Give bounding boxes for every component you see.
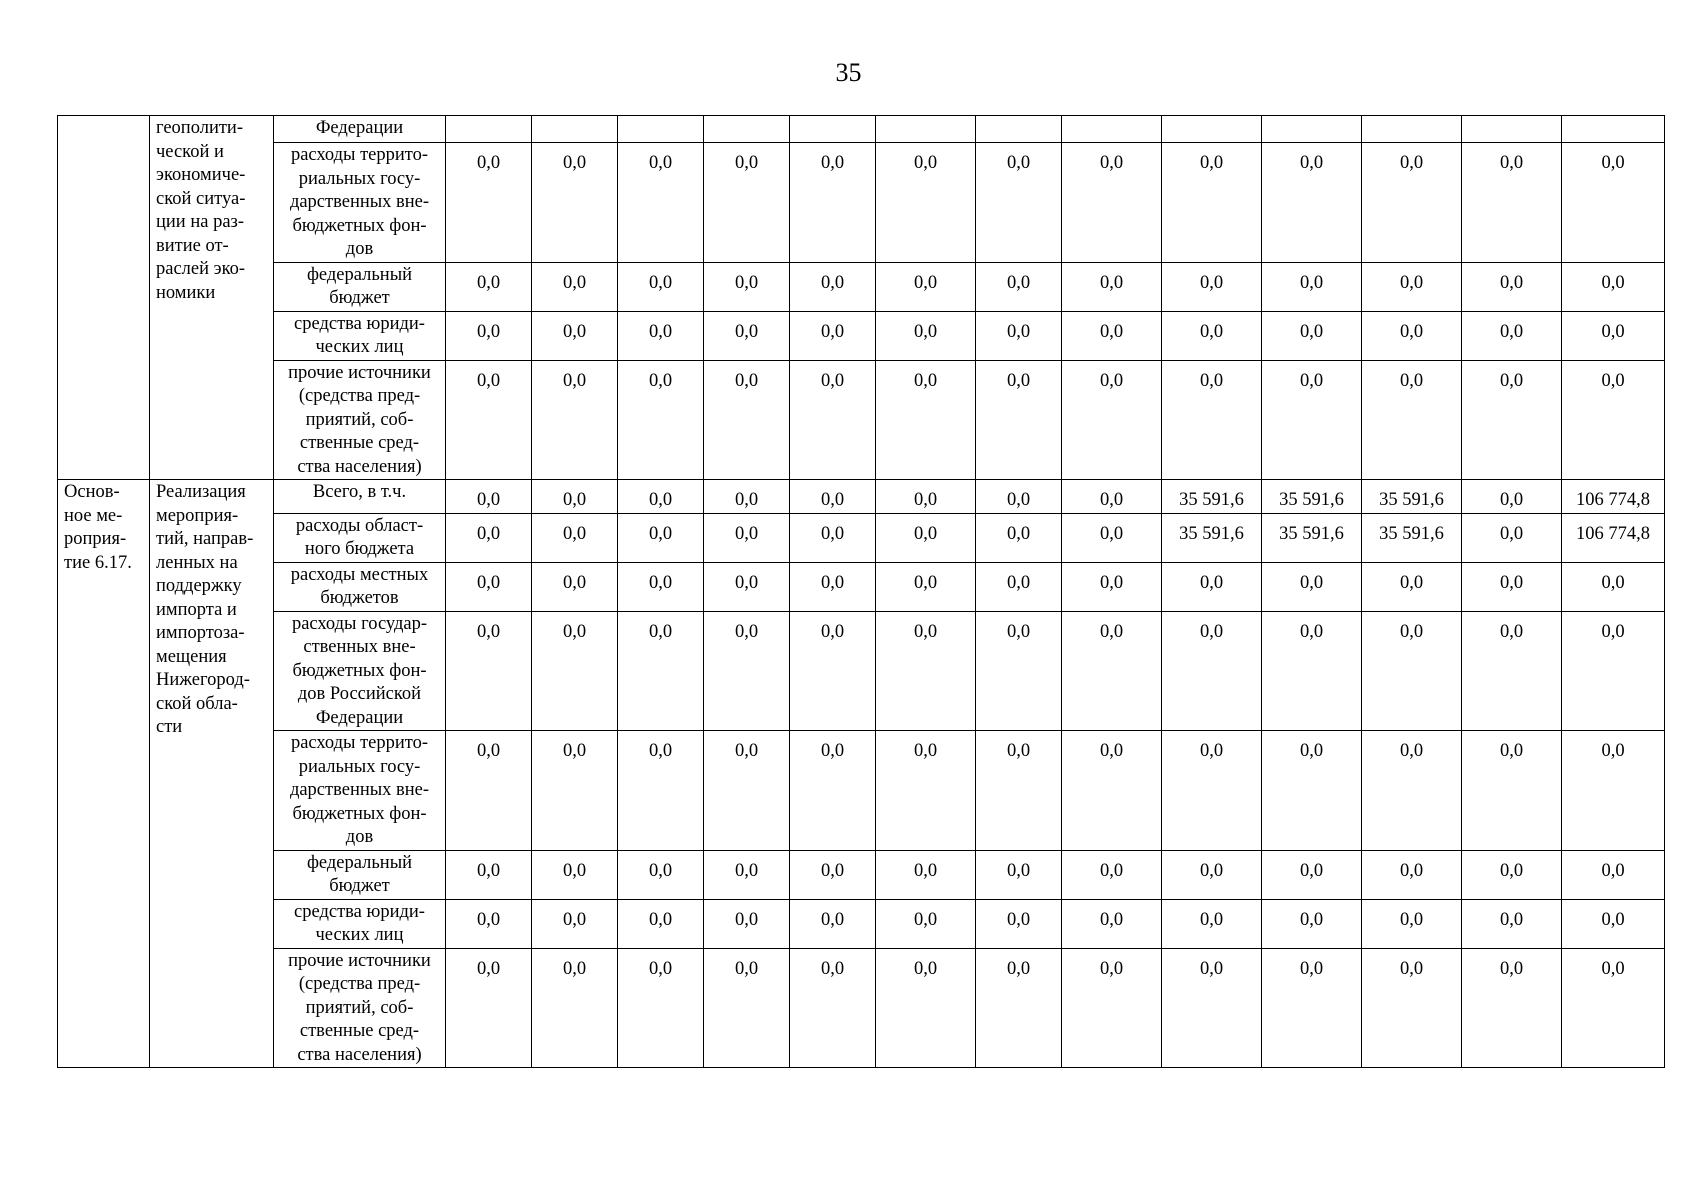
amount-cell: 0,0: [790, 513, 876, 562]
amount-cell: 0,0: [1262, 731, 1362, 851]
amount-cell: 0,0: [976, 480, 1062, 514]
amount-cell: 0,0: [1062, 611, 1162, 731]
amount-cell: 0,0: [1262, 948, 1362, 1068]
amount-cell: 0,0: [1562, 562, 1665, 611]
amount-cell: 0,0: [1262, 262, 1362, 311]
amount-cell: 0,0: [618, 262, 704, 311]
amount-cell: 0,0: [618, 562, 704, 611]
amount-cell: 0,0: [532, 899, 618, 948]
amount-cell: 0,0: [1462, 513, 1562, 562]
amount-cell: 0,0: [618, 360, 704, 480]
amount-cell: 0,0: [1562, 948, 1665, 1068]
amount-cell: 0,0: [1262, 899, 1362, 948]
amount-cell: 0,0: [1262, 850, 1362, 899]
amount-cell: 0,0: [1462, 948, 1562, 1068]
amount-cell: 0,0: [1062, 143, 1162, 263]
amount-cell: 0,0: [1562, 311, 1665, 360]
amount-cell: 0,0: [704, 850, 790, 899]
amount-cell: 0,0: [532, 143, 618, 263]
funding-source-cell: прочие источники (средства пред- приятий, соб- ственные сред- ства населения): [274, 360, 446, 480]
amount-cell: 0,0: [876, 731, 976, 851]
funding-source-cell: расходы област- ного бюджета: [274, 513, 446, 562]
amount-cell: 0,0: [876, 513, 976, 562]
amount-cell: 0,0: [532, 311, 618, 360]
funding-source-cell: Всего, в т.ч.: [274, 480, 446, 514]
funding-source-cell: расходы террито- риальных госу- дарственных вне- бюджетных фон- дов: [274, 731, 446, 851]
funding-source-cell: Федерации: [274, 116, 446, 143]
amount-cell: 0,0: [446, 262, 532, 311]
amount-cell: 0,0: [1362, 262, 1462, 311]
amount-cell: 0,0: [976, 360, 1062, 480]
amount-cell: [1562, 116, 1665, 143]
amount-cell: 0,0: [876, 480, 976, 514]
amount-cell: 0,0: [876, 899, 976, 948]
amount-cell: [976, 116, 1062, 143]
amount-cell: 0,0: [704, 143, 790, 263]
amount-cell: 0,0: [976, 850, 1062, 899]
amount-cell: 0,0: [446, 731, 532, 851]
amount-cell: 0,0: [1162, 948, 1262, 1068]
amount-cell: 0,0: [976, 611, 1062, 731]
amount-cell: [446, 116, 532, 143]
amount-cell: 0,0: [704, 948, 790, 1068]
amount-cell: 0,0: [704, 480, 790, 514]
amount-cell: 0,0: [1562, 143, 1665, 263]
table-row: [58, 731, 1665, 851]
amount-cell: 0,0: [790, 731, 876, 851]
table-row: [58, 899, 1665, 948]
amount-cell: 0,0: [1262, 311, 1362, 360]
amount-cell: 0,0: [1462, 899, 1562, 948]
funding-source-cell: расходы местных бюджетов: [274, 562, 446, 611]
amount-cell: 0,0: [704, 311, 790, 360]
amount-cell: 0,0: [1062, 850, 1162, 899]
amount-cell: 0,0: [1362, 948, 1462, 1068]
amount-cell: 0,0: [790, 480, 876, 514]
amount-cell: 0,0: [532, 360, 618, 480]
amount-cell: 0,0: [618, 480, 704, 514]
amount-cell: 0,0: [1462, 311, 1562, 360]
amount-cell: 0,0: [1162, 850, 1262, 899]
amount-cell: 0,0: [1062, 731, 1162, 851]
amount-cell: 0,0: [1162, 262, 1262, 311]
amount-cell: 0,0: [1062, 311, 1162, 360]
amount-cell: 0,0: [1562, 899, 1665, 948]
amount-cell: 0,0: [976, 262, 1062, 311]
amount-cell: 0,0: [1162, 143, 1262, 263]
amount-cell: 0,0: [976, 311, 1062, 360]
amount-cell: 0,0: [876, 143, 976, 263]
amount-cell: 106 774,8: [1562, 480, 1665, 514]
amount-cell: 0,0: [618, 143, 704, 263]
amount-cell: 0,0: [618, 311, 704, 360]
amount-cell: 0,0: [532, 611, 618, 731]
activity-code-cell: Основ- ное ме- роприя- тие 6.17.: [58, 480, 150, 1068]
amount-cell: 0,0: [876, 311, 976, 360]
table-row: [58, 948, 1665, 1068]
amount-cell: 0,0: [704, 731, 790, 851]
amount-cell: 0,0: [976, 513, 1062, 562]
amount-cell: 0,0: [790, 948, 876, 1068]
table-row: [58, 262, 1665, 311]
funding-source-cell: средства юриди- ческих лиц: [274, 899, 446, 948]
amount-cell: 0,0: [1062, 360, 1162, 480]
amount-cell: 0,0: [704, 611, 790, 731]
amount-cell: 0,0: [1262, 562, 1362, 611]
amount-cell: 0,0: [532, 480, 618, 514]
amount-cell: 0,0: [1162, 311, 1262, 360]
table-row: [58, 311, 1665, 360]
amount-cell: 35 591,6: [1262, 513, 1362, 562]
amount-cell: 0,0: [1562, 611, 1665, 731]
amount-cell: 0,0: [1462, 731, 1562, 851]
amount-cell: 0,0: [976, 562, 1062, 611]
amount-cell: 35 591,6: [1162, 480, 1262, 514]
amount-cell: [704, 116, 790, 143]
amount-cell: 0,0: [1462, 480, 1562, 514]
amount-cell: 0,0: [790, 899, 876, 948]
amount-cell: 0,0: [1062, 262, 1162, 311]
amount-cell: [1162, 116, 1262, 143]
amount-cell: 0,0: [446, 562, 532, 611]
amount-cell: 0,0: [1462, 850, 1562, 899]
amount-cell: 0,0: [704, 899, 790, 948]
amount-cell: [1362, 116, 1462, 143]
amount-cell: 0,0: [1262, 143, 1362, 263]
amount-cell: 0,0: [1562, 360, 1665, 480]
amount-cell: 0,0: [704, 360, 790, 480]
amount-cell: 0,0: [790, 360, 876, 480]
amount-cell: 0,0: [1362, 731, 1462, 851]
amount-cell: 0,0: [1062, 899, 1162, 948]
amount-cell: 0,0: [446, 311, 532, 360]
amount-cell: 0,0: [976, 948, 1062, 1068]
table-row: [58, 611, 1665, 731]
table-row: [58, 562, 1665, 611]
activity-name-cell: геополити- ческой и экономиче- ской ситуа- ции на раз- витие от- раслей эко- номики: [150, 116, 274, 480]
amount-cell: 0,0: [618, 731, 704, 851]
amount-cell: 0,0: [1462, 262, 1562, 311]
amount-cell: 0,0: [618, 513, 704, 562]
amount-cell: 0,0: [446, 143, 532, 263]
amount-cell: 0,0: [1462, 143, 1562, 263]
activity-code-cell: [58, 116, 150, 480]
amount-cell: 0,0: [976, 731, 1062, 851]
funding-source-cell: федеральный бюджет: [274, 850, 446, 899]
amount-cell: 0,0: [1062, 562, 1162, 611]
amount-cell: 0,0: [1362, 850, 1462, 899]
amount-cell: 0,0: [1062, 480, 1162, 514]
amount-cell: 0,0: [790, 262, 876, 311]
amount-cell: 0,0: [532, 850, 618, 899]
amount-cell: 0,0: [1562, 850, 1665, 899]
amount-cell: 0,0: [1562, 731, 1665, 851]
amount-cell: 0,0: [1362, 611, 1462, 731]
amount-cell: 0,0: [618, 850, 704, 899]
amount-cell: 0,0: [1362, 143, 1462, 263]
amount-cell: 0,0: [790, 562, 876, 611]
amount-cell: 0,0: [876, 850, 976, 899]
table-row: [58, 480, 1665, 514]
amount-cell: 0,0: [876, 262, 976, 311]
amount-cell: 0,0: [1462, 611, 1562, 731]
amount-cell: 0,0: [446, 948, 532, 1068]
amount-cell: 35 591,6: [1362, 513, 1462, 562]
amount-cell: 0,0: [532, 513, 618, 562]
amount-cell: 0,0: [790, 311, 876, 360]
amount-cell: 0,0: [1462, 562, 1562, 611]
amount-cell: 0,0: [876, 948, 976, 1068]
amount-cell: 0,0: [1062, 948, 1162, 1068]
amount-cell: 0,0: [1262, 360, 1362, 480]
amount-cell: 0,0: [446, 850, 532, 899]
amount-cell: 0,0: [618, 899, 704, 948]
amount-cell: 106 774,8: [1562, 513, 1665, 562]
amount-cell: [1062, 116, 1162, 143]
amount-cell: 0,0: [976, 899, 1062, 948]
amount-cell: 0,0: [790, 850, 876, 899]
amount-cell: 0,0: [1362, 899, 1462, 948]
funding-source-cell: расходы государ- ственных вне- бюджетных фон- дов Российской Федерации: [274, 611, 446, 731]
amount-cell: 0,0: [446, 513, 532, 562]
amount-cell: 0,0: [446, 899, 532, 948]
amount-cell: 0,0: [976, 143, 1062, 263]
table-row: [58, 143, 1665, 263]
amount-cell: 0,0: [876, 360, 976, 480]
amount-cell: 0,0: [1462, 360, 1562, 480]
amount-cell: 0,0: [446, 611, 532, 731]
amount-cell: 0,0: [532, 262, 618, 311]
amount-cell: 0,0: [1162, 360, 1262, 480]
amount-cell: 0,0: [532, 731, 618, 851]
amount-cell: 0,0: [1162, 611, 1262, 731]
amount-cell: 0,0: [704, 262, 790, 311]
amount-cell: 0,0: [1162, 899, 1262, 948]
amount-cell: 0,0: [1162, 562, 1262, 611]
amount-cell: 0,0: [446, 360, 532, 480]
funding-source-cell: федеральный бюджет: [274, 262, 446, 311]
amount-cell: 0,0: [1362, 360, 1462, 480]
amount-cell: [790, 116, 876, 143]
funding-source-cell: расходы террито- риальных госу- дарственных вне- бюджетных фон- дов: [274, 143, 446, 263]
amount-cell: 0,0: [532, 562, 618, 611]
amount-cell: 0,0: [618, 948, 704, 1068]
amount-cell: [1462, 116, 1562, 143]
amount-cell: 0,0: [790, 143, 876, 263]
amount-cell: 0,0: [704, 562, 790, 611]
amount-cell: 35 591,6: [1262, 480, 1362, 514]
budget-table: [57, 115, 1665, 1068]
page-number: 35: [835, 58, 862, 87]
amount-cell: [532, 116, 618, 143]
amount-cell: 0,0: [532, 948, 618, 1068]
amount-cell: [618, 116, 704, 143]
amount-cell: 35 591,6: [1362, 480, 1462, 514]
table-row: [58, 116, 1665, 143]
amount-cell: 0,0: [876, 611, 976, 731]
amount-cell: 0,0: [790, 611, 876, 731]
amount-cell: 0,0: [1162, 731, 1262, 851]
funding-source-cell: прочие источники (средства пред- приятий, соб- ственные сред- ства населения): [274, 948, 446, 1068]
table-row: [58, 513, 1665, 562]
amount-cell: [876, 116, 976, 143]
activity-name-cell: Реализация мероприя- тий, направ- ленных на поддержку импорта и импортоза- мещения Нижегород- ской обла- сти: [150, 480, 274, 1068]
amount-cell: 35 591,6: [1162, 513, 1262, 562]
amount-cell: 0,0: [1362, 562, 1462, 611]
table-row: [58, 360, 1665, 480]
amount-cell: [1262, 116, 1362, 143]
table-row: [58, 850, 1665, 899]
amount-cell: 0,0: [1262, 611, 1362, 731]
amount-cell: 0,0: [618, 611, 704, 731]
amount-cell: 0,0: [1362, 311, 1462, 360]
amount-cell: 0,0: [876, 562, 976, 611]
funding-source-cell: средства юриди- ческих лиц: [274, 311, 446, 360]
amount-cell: 0,0: [704, 513, 790, 562]
amount-cell: 0,0: [1562, 262, 1665, 311]
amount-cell: 0,0: [446, 480, 532, 514]
amount-cell: 0,0: [1062, 513, 1162, 562]
